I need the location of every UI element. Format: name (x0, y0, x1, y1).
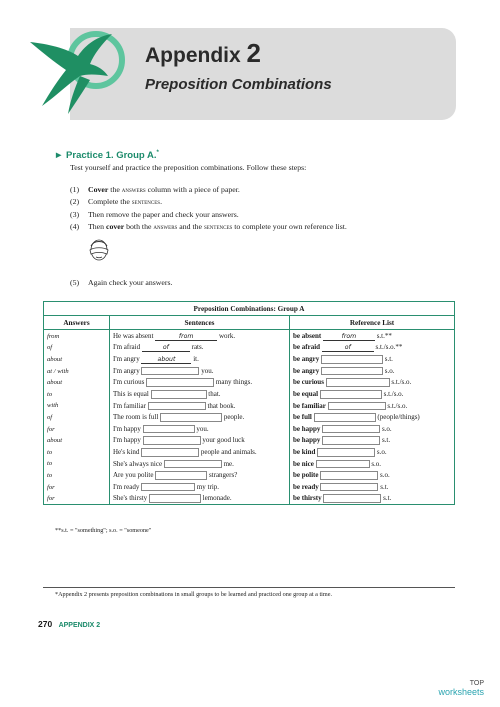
sentence-end: you. (201, 366, 214, 375)
reference-object: s.t./s.o. (387, 401, 408, 410)
reference-object: s.o. (381, 424, 392, 433)
table-row (44, 342, 455, 354)
sentence-end: people and animals. (200, 447, 257, 456)
reference-phrase: be afraid (293, 343, 321, 352)
table-row (44, 458, 455, 470)
col-header-sentences: Sentences (110, 316, 290, 330)
sentence-cell (110, 388, 290, 400)
sentence-end: your good luck (202, 436, 245, 445)
title-word: Appendix (145, 44, 241, 67)
reference-cell (290, 423, 455, 435)
footnote-divider (43, 587, 455, 588)
reference-cell (290, 342, 455, 354)
reference-object: s.o. (376, 447, 387, 456)
sentence-cell (110, 330, 290, 342)
sentence-cell (110, 423, 290, 435)
reference-blank[interactable] (320, 390, 382, 399)
answer-cell: at / with (47, 367, 69, 375)
sentence-cell (110, 492, 290, 504)
col-header-reference: Reference List (290, 316, 455, 330)
table-row (44, 388, 455, 400)
sentence-blank[interactable]: from (155, 333, 217, 341)
sentence-cell (110, 481, 290, 493)
sentence-end: me. (223, 459, 234, 468)
answer-cell: about (47, 379, 63, 387)
sentence-end: my trip. (196, 482, 220, 491)
sentence-blank[interactable] (143, 425, 195, 434)
reference-blank[interactable] (328, 402, 386, 411)
page-section-label: APPENDIX 2 (58, 622, 101, 629)
reference-object: s.t./s.o. (391, 378, 412, 387)
sentence-start: He's kind (113, 447, 140, 456)
step-small-caps: sentences (131, 198, 161, 207)
reference-cell (290, 365, 455, 377)
step-text: . (160, 197, 163, 207)
step-5 (70, 278, 172, 287)
sentence-cell (110, 342, 290, 354)
step-small-caps: sentences (203, 222, 233, 231)
step-number: (5) (70, 278, 80, 287)
sentence-blank[interactable] (141, 483, 195, 492)
reference-object: s.t. (384, 355, 393, 364)
sentence-end: work. (218, 331, 236, 340)
reference-phrase: be full (293, 413, 312, 422)
abbreviation-note: **s.t. = "something"; s.o. = "someone" (55, 527, 152, 534)
answer-cell: for (47, 495, 55, 503)
step-text: column with a piece of paper. (145, 185, 240, 194)
step-text: to complete your own reference list. (232, 221, 347, 231)
reference-blank[interactable]: of (322, 344, 374, 352)
step-bold: Cover (88, 185, 109, 194)
sentence-blank[interactable] (164, 460, 222, 469)
practice-intro: Test yourself and practice the preposition combinations. Follow these steps: (70, 163, 307, 172)
sentence-blank[interactable] (160, 413, 222, 422)
step-bold: cover (105, 221, 125, 231)
reference-cell (290, 400, 455, 412)
sentence-cell (110, 376, 290, 388)
reference-cell (290, 492, 455, 504)
reference-blank[interactable] (320, 471, 378, 480)
title-number: 2 (246, 38, 261, 68)
reference-blank[interactable]: from (323, 333, 375, 341)
answer-cell: with (47, 402, 59, 410)
table-row (44, 411, 455, 423)
reference-blank[interactable] (323, 494, 381, 503)
practice-heading (54, 150, 159, 161)
table-row (44, 400, 455, 412)
reference-object: s.t. (380, 482, 389, 491)
reference-object: s.o. (371, 459, 382, 468)
answer-cell: to (47, 390, 53, 398)
table-row (44, 365, 455, 377)
step-number: (4) (70, 221, 80, 231)
sentence-end: lemonade. (202, 494, 232, 503)
sentence-blank[interactable]: of (142, 344, 190, 352)
reference-phrase: be curious (293, 378, 324, 387)
step-4 (70, 221, 347, 233)
step-number: (3) (70, 209, 80, 219)
sentence-start: I'm afraid (113, 343, 141, 352)
reference-phrase: be polite (293, 471, 319, 480)
sentence-blank[interactable] (143, 436, 201, 445)
sentence-end: that. (208, 389, 221, 398)
sentence-start: I'm ready (113, 482, 140, 491)
step-text: Then remove the paper and check your answers. (88, 209, 239, 219)
sentence-end: rats. (191, 343, 204, 352)
sentence-end: you. (196, 424, 209, 433)
sentence-cell (110, 353, 290, 365)
reference-object: (people/things) (377, 413, 420, 422)
answer-cell: to (47, 448, 53, 456)
watermark-bottom: worksheets (438, 687, 484, 697)
reference-blank[interactable] (317, 448, 375, 457)
sentence-blank[interactable] (155, 471, 207, 480)
sentence-cell (110, 458, 290, 470)
reference-object: s.o. (379, 471, 390, 480)
answer-cell: about (47, 355, 63, 363)
sentence-cell (110, 365, 290, 377)
reference-phrase: be angry (293, 355, 320, 364)
sentence-start: I'm curious (113, 378, 145, 387)
sentence-cell (110, 400, 290, 412)
table-row (44, 423, 455, 435)
sentence-blank[interactable] (146, 378, 214, 387)
sentence-end: many things. (215, 378, 253, 387)
sentence-blank[interactable] (141, 448, 199, 457)
table-row (44, 330, 455, 342)
table-row (44, 434, 455, 446)
step-number: (2) (70, 197, 80, 207)
sentence-blank[interactable] (151, 390, 207, 399)
sentence-start: She's always nice (113, 459, 163, 468)
sentence-cell (110, 469, 290, 481)
sentence-start: I'm happy (113, 436, 141, 445)
sentence-start: Are you polite (113, 471, 154, 480)
footnote-mark: * (156, 150, 159, 156)
step-text: both the (124, 221, 154, 231)
reference-cell (290, 446, 455, 458)
reference-blank[interactable] (321, 367, 383, 376)
watermark-top: TOP (469, 680, 484, 687)
reference-phrase: be happy (293, 424, 321, 433)
reference-blank[interactable] (322, 425, 380, 434)
step-text: Again check your answers. (88, 278, 173, 287)
triangle-bullet-icon: ► (54, 150, 64, 162)
table-row (44, 353, 455, 365)
page-number: 270 (38, 619, 53, 629)
answer-cell: for (47, 425, 55, 433)
reference-blank[interactable] (322, 436, 380, 445)
table-row (44, 469, 455, 481)
table-row (44, 481, 455, 493)
reference-blank[interactable] (314, 413, 376, 422)
table-title: Preposition Combinations: Group A (44, 302, 455, 316)
sentence-start: This is equal (113, 389, 149, 398)
reference-phrase: be kind (293, 447, 316, 456)
reference-cell (290, 434, 455, 446)
col-header-answers: Answers (44, 316, 110, 330)
page-title (145, 38, 261, 69)
reference-cell (290, 330, 455, 342)
reference-blank[interactable] (316, 460, 370, 469)
sentence-cell (110, 411, 290, 423)
footnote: *Appendix 2 presents preposition combinations in small groups to be learned and practiced one group at a time. (55, 591, 332, 598)
step-2 (70, 196, 347, 208)
sentence-blank[interactable]: about (141, 356, 191, 364)
answer-cell: of (47, 344, 53, 352)
reference-blank[interactable] (321, 355, 383, 364)
sentence-blank[interactable] (141, 367, 199, 376)
reference-cell (290, 353, 455, 365)
reference-cell (290, 376, 455, 388)
step-3 (70, 209, 347, 221)
sentence-end: it. (193, 354, 199, 363)
reference-object: s.o. (384, 366, 395, 375)
sentence-start: I'm familiar (113, 401, 146, 410)
sentence-end: people. (223, 413, 245, 422)
table-row (44, 446, 455, 458)
practice-heading-text: Practice 1. Group A. (66, 150, 157, 162)
reference-object: s.t./s.o. (383, 389, 404, 398)
sentence-blank[interactable] (148, 402, 206, 411)
reference-cell (290, 411, 455, 423)
reference-phrase: be angry (293, 366, 320, 375)
reference-phrase: be equal (293, 389, 319, 398)
answer-cell: of (47, 413, 53, 421)
reference-cell (290, 458, 455, 470)
sentence-start: I'm angry (113, 354, 140, 363)
reference-cell (290, 481, 455, 493)
step-1 (70, 184, 347, 196)
step-small-caps: answers (121, 186, 146, 194)
step-text: Then (88, 221, 106, 231)
sentence-start: She's thirsty (113, 494, 148, 503)
answer-cell: to (47, 460, 53, 468)
step-text: the (108, 185, 122, 194)
reference-phrase: be familiar (293, 401, 326, 410)
preposition-table (43, 301, 455, 505)
step-small-caps: answers (153, 222, 178, 231)
reference-phrase: be happy (293, 436, 321, 445)
sentence-start: He was absent (113, 331, 154, 340)
reference-object: s.t./s.o.** (375, 343, 403, 352)
reference-cell (290, 388, 455, 400)
sentence-end: strangers? (208, 471, 238, 480)
page-footer (38, 619, 100, 629)
reference-object: s.t. (383, 494, 392, 503)
answer-cell: for (47, 483, 55, 491)
page-subtitle: Preposition Combinations (145, 76, 332, 93)
table-row (44, 376, 455, 388)
answer-cell: about (47, 437, 63, 445)
sentence-start: I'm angry (113, 366, 140, 375)
reference-phrase: be thirsty (293, 494, 322, 503)
answer-cell: from (47, 332, 60, 340)
table-row (44, 492, 455, 504)
face-covering-eyes-icon (86, 237, 112, 263)
sentence-blank[interactable] (149, 494, 201, 503)
reference-blank[interactable] (326, 378, 390, 387)
reference-cell (290, 469, 455, 481)
answer-cell: to (47, 471, 53, 479)
reference-phrase: be ready (293, 482, 319, 491)
step-number: (1) (70, 185, 80, 194)
steps-list (70, 184, 347, 233)
sentence-cell (110, 434, 290, 446)
watermark-logo (438, 679, 484, 697)
sentence-cell (110, 446, 290, 458)
sentence-start: The room is full (113, 413, 159, 422)
swallow-logo-icon (28, 22, 128, 118)
reference-object: s.t. (381, 436, 391, 445)
reference-phrase: be nice (293, 459, 314, 468)
reference-object: s.t.** (376, 331, 392, 340)
sentence-end: that book. (207, 401, 236, 410)
step-text: Complete the (88, 197, 132, 207)
sentence-start: I'm happy (113, 424, 141, 433)
reference-blank[interactable] (320, 483, 378, 492)
reference-phrase: be absent (293, 331, 322, 340)
step-text: and the (177, 221, 204, 231)
